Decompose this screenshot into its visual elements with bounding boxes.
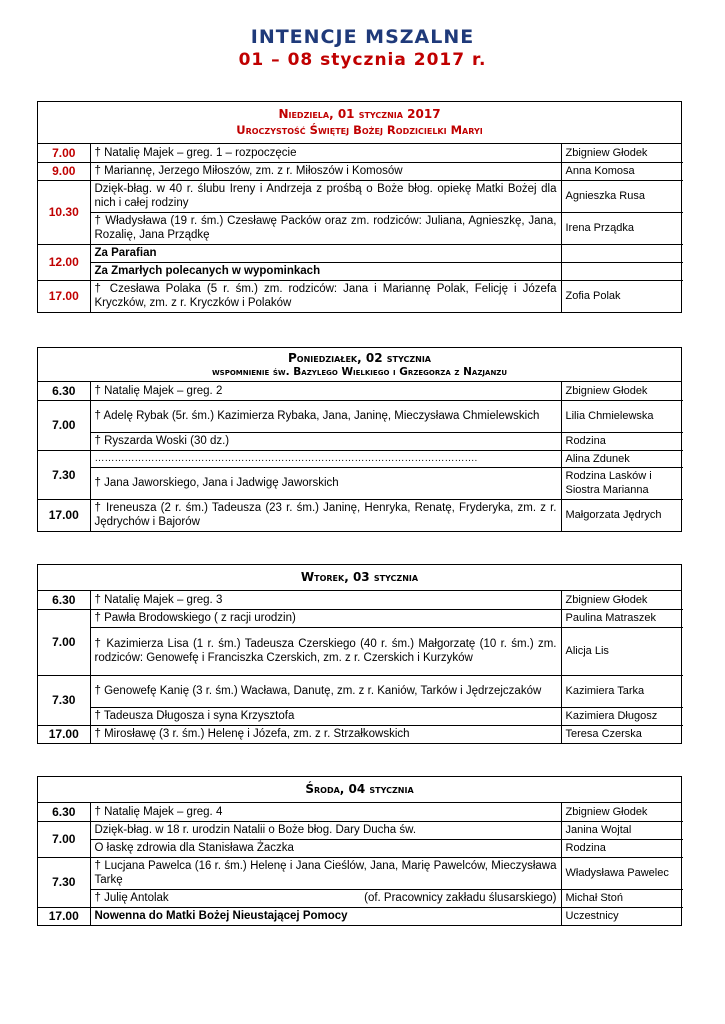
day-heading: Środa, 04 stycznia [305, 782, 414, 796]
requester-name: Rodzina Lasków i Siostra Marianna [561, 467, 683, 499]
day-block-sunday [37, 101, 682, 313]
requester-name: Kazimiera Tarka [561, 675, 683, 707]
intention-text: † Mirosławę (3 r. śm.) Helenę i Józefa, zm. z r. Strzałkowskich [90, 725, 561, 743]
requester-name: Teresa Czerska [561, 725, 683, 743]
intention-text: Nowenna do Matki Bożej Nieustającej Pomocy [90, 907, 561, 925]
day-header [38, 565, 681, 591]
intention-text: O łaskę zdrowia dla Stanisława Żaczka [90, 839, 561, 857]
intention-text: † Ryszarda Woski (30 dz.) [90, 432, 561, 450]
mass-time: 7.30 [38, 675, 90, 725]
intention-text: † Lucjana Pawelca (16 r. śm.) Helenę i Jana Cieślów, Jana, Marię Pawelców, Mieczysława Tarkę [90, 857, 561, 889]
requester-name: Alicja Lis [561, 627, 683, 675]
mass-time: 7.00 [38, 144, 90, 162]
day-header [38, 777, 681, 803]
intention-text: † Adelę Rybak (5r. śm.) Kazimierza Rybaka, Jana, Janinę, Mieczysława Chmielewskich [90, 400, 561, 432]
day-heading: Wtorek, 03 stycznia [300, 570, 419, 584]
mass-time: 7.00 [38, 609, 90, 675]
table-row [38, 180, 683, 212]
intention-text: Dzięk-błag. w 18 r. urodzin Natalii o Boże błog. Dary Ducha św. [90, 821, 561, 839]
mass-time: 17.00 [38, 499, 90, 531]
requester-name: Janina Wojtal [561, 821, 683, 839]
table-row [38, 400, 683, 432]
day-block-wednesday [37, 776, 682, 926]
table-row [38, 499, 683, 531]
requester-name [561, 262, 683, 280]
intention-text: † Natalię Majek – greg. 2 [90, 382, 561, 400]
day-block-tuesday [37, 564, 682, 744]
intention-text: Za Parafian [90, 244, 561, 262]
intention-text: † Pawła Brodowskiego ( z racji urodzin) [90, 609, 561, 627]
day-heading: Poniedziałek, 02 stycznia [287, 351, 432, 365]
requester-name: Rodzina [561, 432, 683, 450]
table-row [38, 382, 683, 400]
table-row [38, 857, 683, 889]
table-row [38, 450, 683, 467]
intention-text: Dzięk-błag. w 40 r. ślubu Ireny i Andrzeja z prośbą o Boże błog. opiekę Matki Bożej dla nich i całej rodziny [90, 180, 561, 212]
table-row [38, 467, 683, 499]
intention-text: † Czesława Polaka (5 r. śm.) zm. rodziców: Jana i Mariannę Polak, Felicję i Józefa Kryczków, zm. z r. Kryczków i Polaków [90, 280, 561, 312]
requester-name: Zofia Polak [561, 280, 683, 312]
requester-name: Agnieszka Rusa [561, 180, 683, 212]
table-row [38, 907, 683, 925]
requester-name: Paulina Matraszek [561, 609, 683, 627]
table-row [38, 675, 683, 707]
intention-text: † Tadeusza Długosza i syna Krzysztofa [90, 707, 561, 725]
intention-text: † Mariannę, Jerzego Miłoszów, zm. z r. Miłoszów i Komosów [90, 162, 561, 180]
mass-time: 17.00 [38, 725, 90, 743]
requester-name: Michał Stoń [561, 889, 683, 907]
intention-text: † Ireneusza (2 r. śm.) Tadeusza (23 r. śm.) Janinę, Henryka, Renatę, Fryderyka, zm. z r. Jędrychów i Bajorów [90, 499, 561, 531]
table-row [38, 144, 683, 162]
mass-time: 7.00 [38, 821, 90, 857]
table-row [38, 162, 683, 180]
intention-text: Za Zmarłych polecanych w wypominkach [90, 262, 561, 280]
requester-name: Władysława Pawelec [561, 857, 683, 889]
table-row [38, 212, 683, 244]
requester-name: Zbigniew Głodek [561, 144, 683, 162]
day-subheading: Uroczystość Świętej Bożej Rodzicielki Maryi [236, 123, 483, 137]
mass-time: 7.30 [38, 857, 90, 907]
requester-name: Zbigniew Głodek [561, 382, 683, 400]
intention-text: † Natalię Majek – greg. 1 – rozpoczęcie [90, 144, 561, 162]
intention-text: † Natalię Majek – greg. 4 [90, 803, 561, 821]
page-subtitle: 01 – 08 stycznia 2017 r. [238, 50, 487, 70]
day-header [38, 348, 681, 382]
table-row [38, 821, 683, 839]
mass-time: 7.30 [38, 450, 90, 499]
day-heading: Niedziela, 01 stycznia 2017 [278, 107, 441, 121]
intention-text: † Jana Jaworskiego, Jana i Jadwigę Jaworskich [90, 467, 561, 499]
intention-note: (of. Pracownicy zakładu ślusarskiego) [364, 892, 557, 904]
requester-name: Uczestnicy [561, 907, 683, 925]
requester-name [561, 244, 683, 262]
mass-time: 17.00 [38, 280, 90, 312]
mass-time: 6.30 [38, 382, 90, 400]
intention-text: ……………………………………………………………………………………………………. [90, 450, 561, 467]
intention-text: † Władysława (19 r. śm.) Czesławę Packów oraz zm. rodziców: Juliana, Agnieszkę, Jana, Rozalię, Jana Prządkę [90, 212, 561, 244]
intention-text: † Genowefę Kanię (3 r. śm.) Wacława, Danutę, zm. z r. Kaniów, Tarków i Jędrzejczaków [90, 675, 561, 707]
mass-time: 17.00 [38, 907, 90, 925]
table-row [38, 627, 683, 675]
table-row [38, 591, 683, 609]
intentions-table [38, 803, 683, 925]
requester-name: Irena Prządka [561, 212, 683, 244]
mass-time: 9.00 [38, 162, 90, 180]
requester-name: Kazimiera Długosz [561, 707, 683, 725]
table-row [38, 803, 683, 821]
day-block-monday [37, 347, 682, 532]
table-row [38, 280, 683, 312]
table-row [38, 432, 683, 450]
mass-time: 7.00 [38, 400, 90, 450]
mass-time: 10.30 [38, 180, 90, 244]
intention-cell [90, 889, 561, 907]
requester-name: Rodzina [561, 839, 683, 857]
table-row [38, 839, 683, 857]
table-row [38, 707, 683, 725]
intentions-table [38, 144, 683, 312]
mass-time: 12.00 [38, 244, 90, 280]
mass-time: 6.30 [38, 591, 90, 609]
requester-name: Alina Zdunek [561, 450, 683, 467]
mass-time: 6.30 [38, 803, 90, 821]
requester-name: Zbigniew Głodek [561, 803, 683, 821]
requester-name: Małgorzata Jędrych [561, 499, 683, 531]
page-title: INTENCJE MSZALNE [250, 26, 475, 48]
intention-text: † Natalię Majek – greg. 3 [90, 591, 561, 609]
intention-text: † Kazimierza Lisa (1 r. śm.) Tadeusza Czerskiego (40 r. śm.) Małgorzatę (10 r. śm.) zm. rodziców: Genowefę i Franciszka Czerskich, zm. z r. Czerskich i Kurzyków [90, 627, 561, 675]
day-subheading: wspomnienie św. Bazylego Wielkiego i Grzegorza z Nazjanzu [211, 366, 508, 378]
intentions-table [38, 591, 683, 743]
table-row [38, 725, 683, 743]
requester-name: Zbigniew Głodek [561, 591, 683, 609]
table-row [38, 262, 683, 280]
requester-name: Anna Komosa [561, 162, 683, 180]
table-row [38, 609, 683, 627]
requester-name: Lilia Chmielewska [561, 400, 683, 432]
intentions-table [38, 382, 683, 531]
intention-text: † Julię Antolak [94, 892, 169, 904]
day-header [38, 102, 681, 144]
table-row [38, 889, 683, 907]
table-row [38, 244, 683, 262]
